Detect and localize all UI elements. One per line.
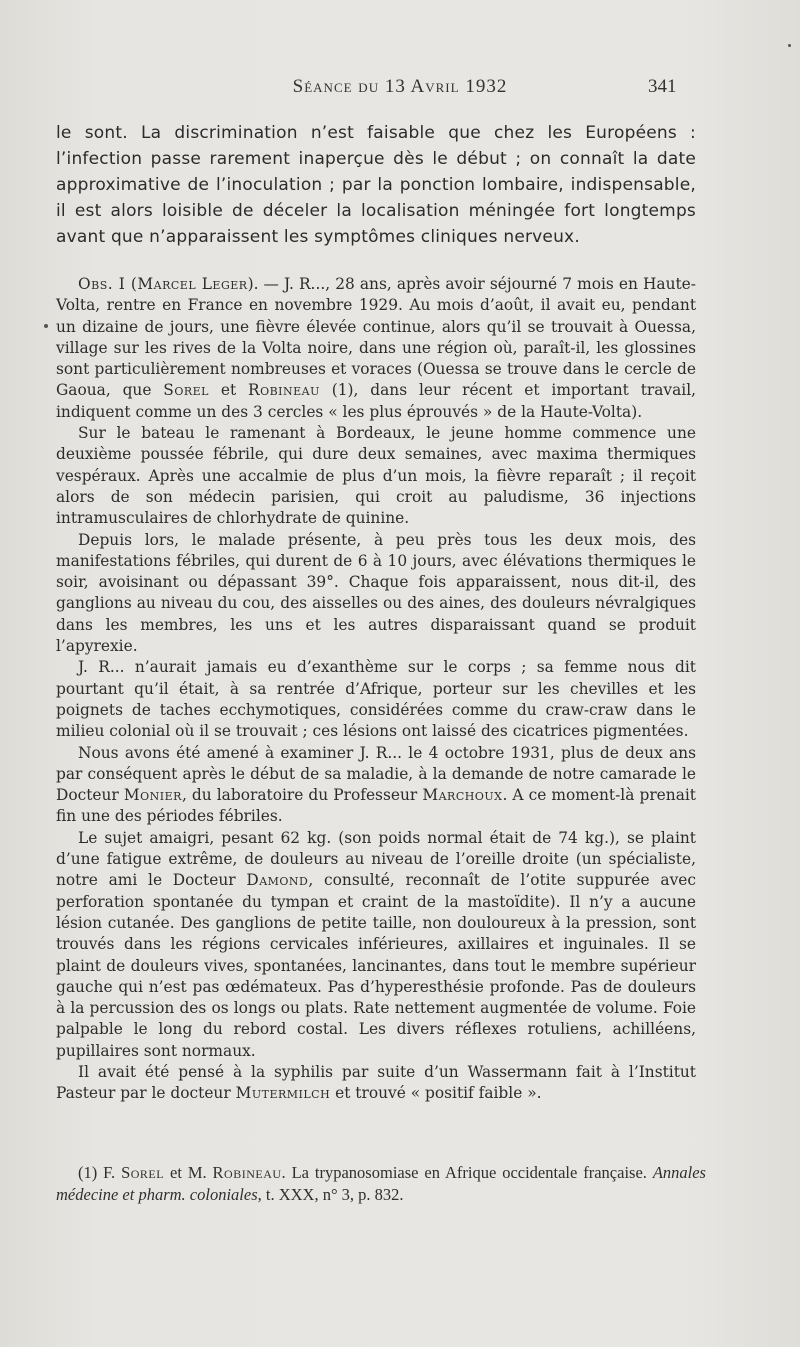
author-name: Sorel	[121, 1163, 165, 1182]
observation-paragraph-4: J. R... n’aurait jamais eu d’exanthème sur le corps ; sa femme nous dit pourtant qu’il était, à sa rentrée d’Afrique, porteur sur les chevilles et les poignets de taches ecchymotiques, considérées comme du craw-craw dans le milieu colonial où il se trouvait ; ces lésions ont laissé des cicatrices pigmentées.	[56, 658, 696, 741]
text-run: Il avait été pensé à la syphilis par suite d’un Wassermann fait à l’Institut Pasteur par le docteur	[56, 1062, 696, 1103]
observation-paragraph-6	[56, 828, 696, 1062]
text-run: . A ce moment-là prenait fin une des périodes fébriles.	[56, 786, 696, 826]
author-name: Sorel	[163, 381, 209, 400]
intro-paragraph: le sont. La discrimination n’est faisable que chez les Européens : l’infection passe rarement inaperçue dès le début ; on connaît la date approximative de l’inoculation ; par la ponction lombaire, indispensable, il est alors loisible de déceler la localisation méningée fort longtemps avant que n’apparaissent les symptômes cliniques nerveux.	[56, 123, 696, 247]
author-name: Monier	[123, 786, 182, 805]
text-run: Le sujet amaigri, pesant 62 kg. (son poids normal était de 74 kg.), se plaint d’une fatigue extrême, de douleurs au niveau de l’oreille droite (un spécialiste, notre ami le Docteur	[56, 828, 696, 890]
margin-speck	[788, 44, 791, 47]
author-name: Robineau	[212, 1163, 282, 1182]
author-name: Marcel Leger	[137, 275, 248, 293]
observation-paragraph-3: Depuis lors, le malade présente, à peu près tous les deux mois, des manifestations fébriles, qui durent de 6 à 10 jours, avec élévations thermiques le soir, avoisinant ou dépassant 39°. Chaque fois apparaissent, nous dit-il, des ganglions au niveau du cou, des aisselles ou des aines, des douleurs névralgiques dans les membres, les uns et les autres disparaissant quand se produit l’apyrexie.	[56, 530, 696, 656]
text-run: et	[208, 381, 248, 400]
observation-section	[56, 274, 696, 1105]
text-run: et trouvé « positif faible ».	[330, 1084, 542, 1103]
text-run: ). — J. R..., 28 ans, après avoir séjourné 7 mois en Haute-Volta, rentre en France en novembre 1929. Au mois d’août, il avait eu, pendant un dizaine de jours, une fièvre élevée continue, alors qu’il se trouvait à Ouessa, village sur les rives de la Volta noire, dans une région où, paraît-il, les glossines sont particulièrement nombreuses et voraces (Ouessa se trouve dans le cercle de Gaoua, que	[56, 275, 696, 400]
page-number: 341	[648, 76, 677, 97]
observation-paragraph-5	[56, 743, 696, 828]
text-run: et M.	[164, 1163, 213, 1182]
text-run: , t. XXX, n° 3, p. 832.	[257, 1185, 404, 1204]
author-name: Damond	[246, 871, 309, 890]
text-run: (1), dans leur récent et important travail, indiquent comme un des 3 cercles « les plus éprouvés » de la Haute-Volta).	[56, 381, 697, 421]
obs-label: Obs. I (	[78, 275, 138, 293]
journal-title: Annales médecine et pharm. coloniales	[56, 1163, 706, 1204]
text-run: , consulté, reconnaît de l’otite suppurée avec perforation spontanée du tympan et craint de la mastoïdite). Il n’y a aucune lésion cutanée. Des ganglions de petite taille, non douloureux à la pression, sont trouvés dans les régions cervicales inférieures, axillaires et inguinales. Il se plaint de douleurs vives, spontanées, lancinantes, dans tout le membre supérieur gauche qui n’est pas œdémateux. Pas d’hyperesthésie profonde. Pas de douleurs à la percussion des os longs ou plats. Rate nettement augmentée de volume. Foie palpable le long du rebord costal. Les divers réflexes rotuliens, achilléens, pupillaires sont normaux.	[56, 871, 696, 1060]
footnote	[56, 1162, 706, 1206]
margin-speck	[44, 324, 48, 328]
text-run: , du laboratoire du Professeur	[181, 786, 423, 805]
footnote-paragraph	[56, 1162, 706, 1206]
running-header: Séance du 13 Avril 1932	[292, 76, 508, 97]
text-run: Nous avons été amené à examiner J. R... le 4 octobre 1931, plus de deux ans par conséquent après le début de sa maladie, à la demande de notre camarade le Docteur	[56, 743, 696, 805]
body-text	[56, 120, 696, 1105]
observation-paragraph-7	[56, 1062, 696, 1105]
observation-paragraph-2: Sur le bateau le ramenant à Bordeaux, le jeune homme commence une deuxième poussée fébrile, qui dure deux semaines, avec maxima thermiques vespéraux. Après une accalmie de plus d’un mois, la fièvre reparaît ; il reçoit alors de son médecin parisien, qui croit au paludisme, 36 injections intramusculaires de chlorhydrate de quinine.	[56, 424, 696, 528]
author-name: Marchoux	[422, 786, 503, 805]
author-name: Mutermilch	[235, 1084, 331, 1103]
observation-paragraph-1	[56, 274, 696, 423]
text-run: (1) F.	[78, 1163, 122, 1182]
text-run: . La trypanosomiase en Afrique occidentale française.	[281, 1163, 653, 1182]
author-name: Robineau	[247, 381, 320, 400]
